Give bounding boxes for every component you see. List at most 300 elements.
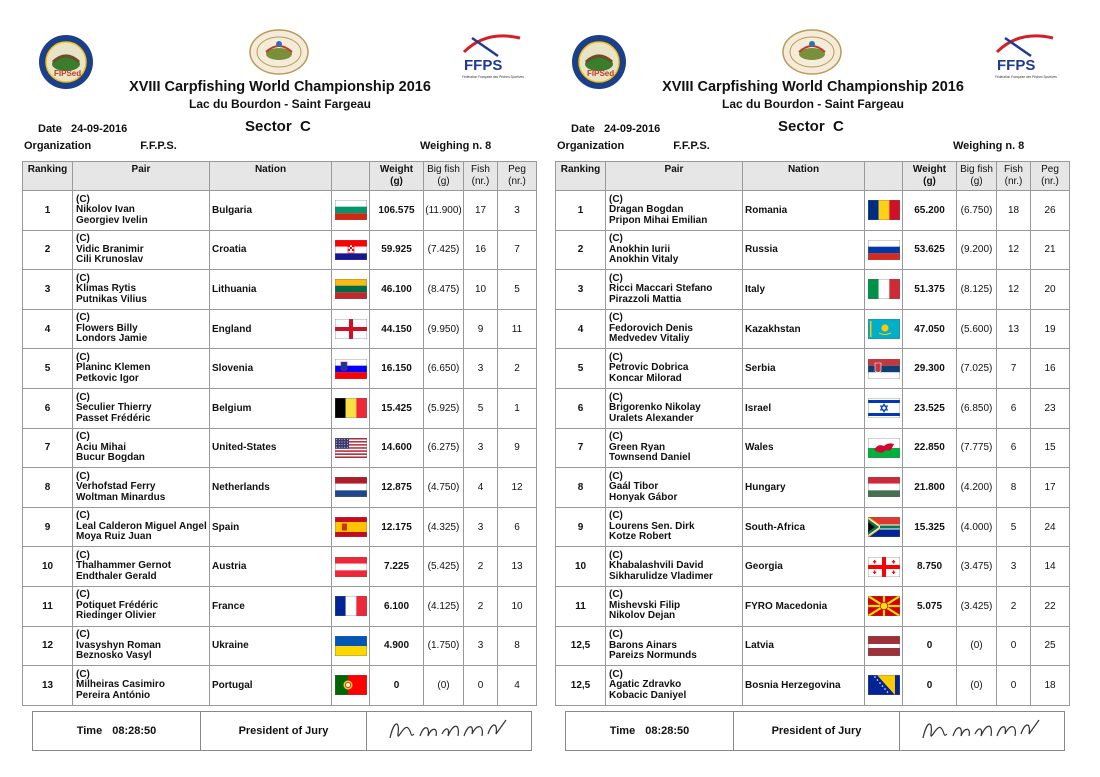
- table-row: [23, 191, 537, 231]
- bigfish-cell: (7.025): [957, 349, 997, 389]
- nation-cell: Russia: [743, 230, 865, 270]
- captain-marker: (C): [609, 431, 623, 443]
- ranking-cell: 10: [23, 547, 73, 587]
- fish-count-cell: 8: [997, 468, 1031, 508]
- fish-count-cell: 16: [464, 230, 498, 270]
- table-row: [23, 586, 537, 626]
- captain-marker: (C): [76, 351, 90, 363]
- angler-name-2: Beznosko Vasyl: [76, 650, 152, 662]
- ranking-cell: 4: [556, 309, 606, 349]
- pair-cell: [606, 507, 743, 547]
- fish-header: Fish (nr.): [464, 162, 498, 191]
- captain-marker: (C): [609, 470, 623, 482]
- nation-cell: England: [210, 309, 332, 349]
- captain-marker: (C): [609, 668, 623, 680]
- bigfish-cell: (7.775): [957, 428, 997, 468]
- ranking-cell: 6: [23, 388, 73, 428]
- bigfish-cell: (6.750): [957, 191, 997, 231]
- ranking-cell: 12,5: [556, 666, 606, 706]
- weight-header: Weight (g): [903, 162, 957, 191]
- championship-title: XVIII Carpfishing World Championship 2016: [129, 79, 431, 95]
- captain-marker: (C): [76, 510, 90, 522]
- ranking-cell: 9: [556, 507, 606, 547]
- flag-cell: [865, 270, 903, 310]
- time-label: Time: [76, 725, 103, 737]
- fish-count-cell: 0: [997, 666, 1031, 706]
- fish-count-cell: 2: [997, 586, 1031, 626]
- peg-cell: 23: [1031, 388, 1070, 428]
- peg-cell: 6: [498, 507, 537, 547]
- bigfish-cell: (4.200): [957, 468, 997, 508]
- pair-cell: [606, 626, 743, 666]
- bigfish-cell: (4.000): [957, 507, 997, 547]
- table-row: [23, 547, 537, 587]
- time-label: Time: [609, 725, 636, 737]
- ranking-cell: 3: [23, 270, 73, 310]
- bigfish-cell: (4.750): [424, 468, 464, 508]
- ranking-cell: 13: [23, 666, 73, 706]
- flag-header: [865, 162, 903, 191]
- flag-cell: [865, 428, 903, 468]
- fish-count-cell: 17: [464, 191, 498, 231]
- ranking-cell: 4: [23, 309, 73, 349]
- bigfish-cell: (0): [424, 666, 464, 706]
- date-label: Date: [571, 123, 595, 135]
- pair-cell: [606, 309, 743, 349]
- angler-name-2: Townsend Daniel: [609, 452, 691, 464]
- weight-cell: 59.925: [370, 230, 424, 270]
- peg-cell: 1: [498, 388, 537, 428]
- ranking-cell: 12: [23, 626, 73, 666]
- time-field: [566, 712, 734, 750]
- weight-cell: 0: [903, 666, 957, 706]
- fish-count-cell: 4: [464, 468, 498, 508]
- nation-cell: Latvia: [743, 626, 865, 666]
- pair-cell: [73, 230, 210, 270]
- organization-label: Organization: [557, 140, 625, 152]
- weight-cell: 106.575: [370, 191, 424, 231]
- angler-name-1: Lourens Sen. Dirk: [609, 520, 695, 532]
- captain-marker: (C): [609, 233, 623, 245]
- nation-cell: Wales: [743, 428, 865, 468]
- weight-cell: 29.300: [903, 349, 957, 389]
- spain-flag: [335, 517, 367, 537]
- croatia-flag: [335, 240, 367, 260]
- peg-cell: 16: [1031, 349, 1070, 389]
- bigfish-cell: (3.475): [957, 547, 997, 587]
- pair-cell: [606, 388, 743, 428]
- italy-flag: [868, 279, 900, 299]
- time-value: 08:28:50: [645, 725, 690, 737]
- president-of-jury-label: President of Jury: [734, 712, 900, 750]
- results-table: [22, 161, 537, 706]
- pair-cell: [606, 468, 743, 508]
- footer-box: [565, 711, 1065, 751]
- captain-marker: (C): [609, 549, 623, 561]
- wales-flag: [868, 438, 900, 458]
- ranking-cell: 8: [23, 468, 73, 508]
- table-row: [23, 666, 537, 706]
- flag-cell: [865, 666, 903, 706]
- weight-cell: 16.150: [370, 349, 424, 389]
- table-row: [556, 388, 1070, 428]
- bigfish-cell: (7.425): [424, 230, 464, 270]
- peg-cell: 8: [498, 626, 537, 666]
- nation-cell: Bosnia Herzegovina: [743, 666, 865, 706]
- bigfish-cell: (4.325): [424, 507, 464, 547]
- peg-cell: 18: [1031, 666, 1070, 706]
- portugal-flag: [335, 675, 367, 695]
- pair-cell: [606, 230, 743, 270]
- fish-count-cell: 6: [997, 428, 1031, 468]
- angler-name-2: Cili Krunoslav: [76, 254, 144, 266]
- ranking-cell: 9: [23, 507, 73, 547]
- angler-name-2: Nikolov Dejan: [609, 610, 676, 622]
- weight-cell: 5.075: [903, 586, 957, 626]
- peg-cell: 12: [498, 468, 537, 508]
- table-row: [556, 230, 1070, 270]
- hungary-flag: [868, 477, 900, 497]
- weighing-number: Weighing n. 8: [953, 140, 1025, 152]
- weight-cell: 7.225: [370, 547, 424, 587]
- ranking-cell: 5: [23, 349, 73, 389]
- date-field: [38, 123, 127, 135]
- sector-title: Sector C: [778, 118, 844, 135]
- captain-marker: (C): [76, 470, 90, 482]
- fish-count-cell: 2: [464, 586, 498, 626]
- captain-marker: (C): [609, 193, 623, 205]
- captain-marker: (C): [609, 510, 623, 522]
- weight-cell: 0: [370, 666, 424, 706]
- championship-logo: [781, 28, 843, 76]
- peg-cell: 22: [1031, 586, 1070, 626]
- netherlands-flag: [335, 477, 367, 497]
- table-row: [556, 507, 1070, 547]
- bigfish-cell: (11.900): [424, 191, 464, 231]
- captain-marker: (C): [76, 668, 90, 680]
- weight-cell: 53.625: [903, 230, 957, 270]
- captain-marker: (C): [76, 312, 90, 324]
- flag-cell: [865, 468, 903, 508]
- flag-cell: [865, 626, 903, 666]
- flag-cell: [332, 309, 370, 349]
- nation-cell: United-States: [210, 428, 332, 468]
- flag-cell: [332, 270, 370, 310]
- table-row: [23, 309, 537, 349]
- ranking-cell: 7: [556, 428, 606, 468]
- ranking-cell: 7: [23, 428, 73, 468]
- flag-cell: [865, 230, 903, 270]
- fish-count-cell: 3: [464, 349, 498, 389]
- angler-name-1: Klimas Rytis: [76, 283, 137, 295]
- captain-marker: (C): [609, 629, 623, 641]
- nation-cell: Ukraine: [210, 626, 332, 666]
- nation-cell: South-Africa: [743, 507, 865, 547]
- bigfish-cell: (6.650): [424, 349, 464, 389]
- weighing-number: Weighing n. 8: [420, 140, 492, 152]
- pair-cell: [73, 388, 210, 428]
- fish-count-cell: 3: [464, 626, 498, 666]
- weight-cell: 6.100: [370, 586, 424, 626]
- table-row: [23, 428, 537, 468]
- weight-cell: 8.750: [903, 547, 957, 587]
- flag-cell: [865, 191, 903, 231]
- nation-cell: Croatia: [210, 230, 332, 270]
- nation-header: Nation: [210, 162, 332, 191]
- angler-name-1: Potiquet Frédéric: [76, 599, 159, 611]
- peg-cell: 4: [498, 666, 537, 706]
- peg-cell: 14: [1031, 547, 1070, 587]
- pair-cell: [73, 547, 210, 587]
- flag-cell: [865, 586, 903, 626]
- table-row: [23, 468, 537, 508]
- nation-cell: Kazakhstan: [743, 309, 865, 349]
- ranking-cell: 10: [556, 547, 606, 587]
- fish-header: Fish (nr.): [997, 162, 1031, 191]
- ranking-header: Ranking: [556, 162, 606, 191]
- angler-name-1: Anokhin Iurii: [609, 243, 671, 255]
- ranking-cell: 3: [556, 270, 606, 310]
- jury-signature: [900, 712, 1064, 750]
- angler-name-2: Kotze Robert: [609, 531, 672, 543]
- organization-value: F.F.P.S.: [673, 140, 710, 152]
- bigfish-header: Big fish (g): [424, 162, 464, 191]
- bigfish-cell: (0): [957, 666, 997, 706]
- pair-cell: [606, 270, 743, 310]
- svg-text:Fédération Française des Pêche: Fédération Française des Pêches Sportives: [995, 75, 1057, 79]
- pair-cell: [606, 191, 743, 231]
- peg-cell: 19: [1031, 309, 1070, 349]
- pair-cell: [73, 626, 210, 666]
- captain-marker: (C): [609, 312, 623, 324]
- nation-header: Nation: [743, 162, 865, 191]
- angler-name-1: Petrovic Dobrica: [609, 362, 689, 374]
- flag-header: [332, 162, 370, 191]
- weight-cell: 12.175: [370, 507, 424, 547]
- table-row: [23, 507, 537, 547]
- bigfish-cell: (9.950): [424, 309, 464, 349]
- angler-name-1: Brigorenko Nikolay: [609, 402, 701, 414]
- angler-name-2: Uralets Alexander: [609, 412, 694, 424]
- flag-cell: [332, 349, 370, 389]
- pair-cell: [73, 507, 210, 547]
- pair-cell: [73, 309, 210, 349]
- angler-name-2: Medvedev Vitaliy: [609, 333, 690, 345]
- venue-subtitle: Lac du Bourdon - Saint Fargeau: [188, 97, 371, 111]
- angler-name-1: Gaál Tibor: [609, 481, 659, 493]
- flag-cell: [865, 547, 903, 587]
- peg-cell: 15: [1031, 428, 1070, 468]
- captain-marker: (C): [609, 391, 623, 403]
- angler-name-2: Londors Jamie: [76, 333, 148, 345]
- angler-name-1: Ricci Maccari Stefano: [609, 283, 713, 295]
- table-row: [556, 666, 1070, 706]
- angler-name-1: Khabalashvili David: [609, 560, 704, 572]
- nation-cell: Bulgaria: [210, 191, 332, 231]
- bigfish-cell: (5.925): [424, 388, 464, 428]
- nation-cell: Belgium: [210, 388, 332, 428]
- angler-name-1: Seculier Thierry: [76, 402, 152, 414]
- bigfish-cell: (6.850): [957, 388, 997, 428]
- ranking-cell: 8: [556, 468, 606, 508]
- pair-cell: [73, 428, 210, 468]
- peg-cell: 9: [498, 428, 537, 468]
- peg-cell: 13: [498, 547, 537, 587]
- flag-cell: [332, 507, 370, 547]
- pair-cell: [73, 666, 210, 706]
- organization-field: [557, 140, 710, 152]
- flag-cell: [865, 349, 903, 389]
- organization-label: Organization: [24, 140, 92, 152]
- peg-cell: 20: [1031, 270, 1070, 310]
- captain-marker: (C): [609, 351, 623, 363]
- slovenia-flag: [335, 359, 367, 379]
- captain-marker: (C): [76, 629, 90, 641]
- nation-cell: Georgia: [743, 547, 865, 587]
- date-value: 24-09-2016: [71, 123, 128, 135]
- flag-cell: [332, 666, 370, 706]
- peg-cell: 5: [498, 270, 537, 310]
- weight-cell: 12.875: [370, 468, 424, 508]
- latvia-flag: [868, 636, 900, 656]
- angler-name-1: Planinc Klemen: [76, 362, 151, 374]
- table-row: [556, 191, 1070, 231]
- table-row: [23, 230, 537, 270]
- serbia-flag: [868, 359, 900, 379]
- nation-cell: Lithuania: [210, 270, 332, 310]
- peg-cell: 11: [498, 309, 537, 349]
- russia-flag: [868, 240, 900, 260]
- bigfish-cell: (6.275): [424, 428, 464, 468]
- ranking-cell: 1: [23, 191, 73, 231]
- table-row: [556, 428, 1070, 468]
- nation-cell: Italy: [743, 270, 865, 310]
- fish-count-cell: 6: [997, 388, 1031, 428]
- angler-name-1: Nikolov Ivan: [76, 204, 135, 216]
- flag-cell: [332, 191, 370, 231]
- captain-marker: (C): [76, 549, 90, 561]
- peg-cell: 21: [1031, 230, 1070, 270]
- weight-cell: 47.050: [903, 309, 957, 349]
- fish-count-cell: 9: [464, 309, 498, 349]
- jury-signature: [367, 712, 531, 750]
- ranking-cell: 6: [556, 388, 606, 428]
- fish-count-cell: 3: [464, 507, 498, 547]
- pair-cell: [606, 428, 743, 468]
- date-label: Date: [38, 123, 62, 135]
- table-header-row: [23, 162, 537, 191]
- table-row: [556, 626, 1070, 666]
- weight-header: Weight (g): [370, 162, 424, 191]
- bigfish-cell: (8.125): [957, 270, 997, 310]
- bosnia-flag: [868, 675, 900, 695]
- date-value: 24-09-2016: [604, 123, 661, 135]
- flag-cell: [332, 468, 370, 508]
- peg-cell: 10: [498, 586, 537, 626]
- bigfish-cell: (8.475): [424, 270, 464, 310]
- angler-name-1: Verhofstad Ferry: [76, 481, 156, 493]
- ranking-cell: 12,5: [556, 626, 606, 666]
- fish-count-cell: 0: [997, 626, 1031, 666]
- nation-cell: Portugal: [210, 666, 332, 706]
- ranking-cell: 11: [556, 586, 606, 626]
- fish-count-cell: 13: [997, 309, 1031, 349]
- peg-cell: 17: [1031, 468, 1070, 508]
- fish-count-cell: 7: [997, 349, 1031, 389]
- nation-cell: Slovenia: [210, 349, 332, 389]
- south-africa-flag: [868, 517, 900, 537]
- pair-cell: [606, 586, 743, 626]
- ranking-header: Ranking: [23, 162, 73, 191]
- bigfish-cell: (5.425): [424, 547, 464, 587]
- weight-cell: 23.525: [903, 388, 957, 428]
- captain-marker: (C): [76, 391, 90, 403]
- captain-marker: (C): [609, 589, 623, 601]
- angler-name-2: Sikharulidze Vladimer: [609, 570, 713, 582]
- france-flag: [335, 596, 367, 616]
- peg-cell: 3: [498, 191, 537, 231]
- bigfish-cell: (5.600): [957, 309, 997, 349]
- table-row: [556, 468, 1070, 508]
- angler-name-1: Ivasyshyn Roman: [76, 639, 162, 651]
- organization-field: [24, 140, 177, 152]
- angler-name-1: Fedorovich Denis: [609, 322, 693, 334]
- pair-cell: [73, 270, 210, 310]
- angler-name-1: Flowers Billy: [76, 322, 138, 334]
- angler-name-1: Leal Calderon Miguel Angel: [76, 520, 207, 532]
- pair-cell: [606, 349, 743, 389]
- peg-header: Peg (nr.): [498, 162, 537, 191]
- venue-subtitle: Lac du Bourdon - Saint Fargeau: [721, 97, 904, 111]
- weight-cell: 15.425: [370, 388, 424, 428]
- nation-cell: Serbia: [743, 349, 865, 389]
- championship-title: XVIII Carpfishing World Championship 2016: [662, 79, 964, 95]
- bigfish-cell: (9.200): [957, 230, 997, 270]
- weight-cell: 0: [903, 626, 957, 666]
- results-table: [555, 161, 1070, 706]
- angler-name-2: Pareizs Normunds: [609, 650, 697, 662]
- ranking-cell: 11: [23, 586, 73, 626]
- flag-cell: [865, 388, 903, 428]
- ffps-logo: [458, 32, 528, 80]
- angler-name-1: Barons Ainars: [609, 639, 677, 651]
- nation-cell: Spain: [210, 507, 332, 547]
- weight-cell: 65.200: [903, 191, 957, 231]
- bulgaria-flag: [335, 200, 367, 220]
- angler-name-2: Honyak Gábor: [609, 491, 678, 503]
- angler-name-1: Agatic Zdravko: [609, 679, 682, 691]
- angler-name-1: Thalhammer Gernot: [76, 560, 172, 572]
- pair-header: Pair: [606, 162, 743, 191]
- captain-marker: (C): [76, 233, 90, 245]
- lithuania-flag: [335, 279, 367, 299]
- angler-name-2: Petkovic Igor: [76, 372, 139, 384]
- results-sheet-right: [553, 0, 1073, 777]
- flag-cell: [332, 230, 370, 270]
- angler-name-2: Putnikas Vilius: [76, 293, 147, 305]
- angler-name-2: Pirazzoli Mattia: [609, 293, 682, 305]
- angler-name-1: Green Ryan: [609, 441, 666, 453]
- weight-cell: 15.325: [903, 507, 957, 547]
- belgium-flag: [335, 398, 367, 418]
- bigfish-cell: (1.750): [424, 626, 464, 666]
- fish-count-cell: 12: [997, 230, 1031, 270]
- pair-cell: [73, 191, 210, 231]
- peg-cell: 2: [498, 349, 537, 389]
- angler-name-2: Koncar Milorad: [609, 372, 682, 384]
- kazakhstan-flag: [868, 319, 900, 339]
- captain-marker: (C): [609, 272, 623, 284]
